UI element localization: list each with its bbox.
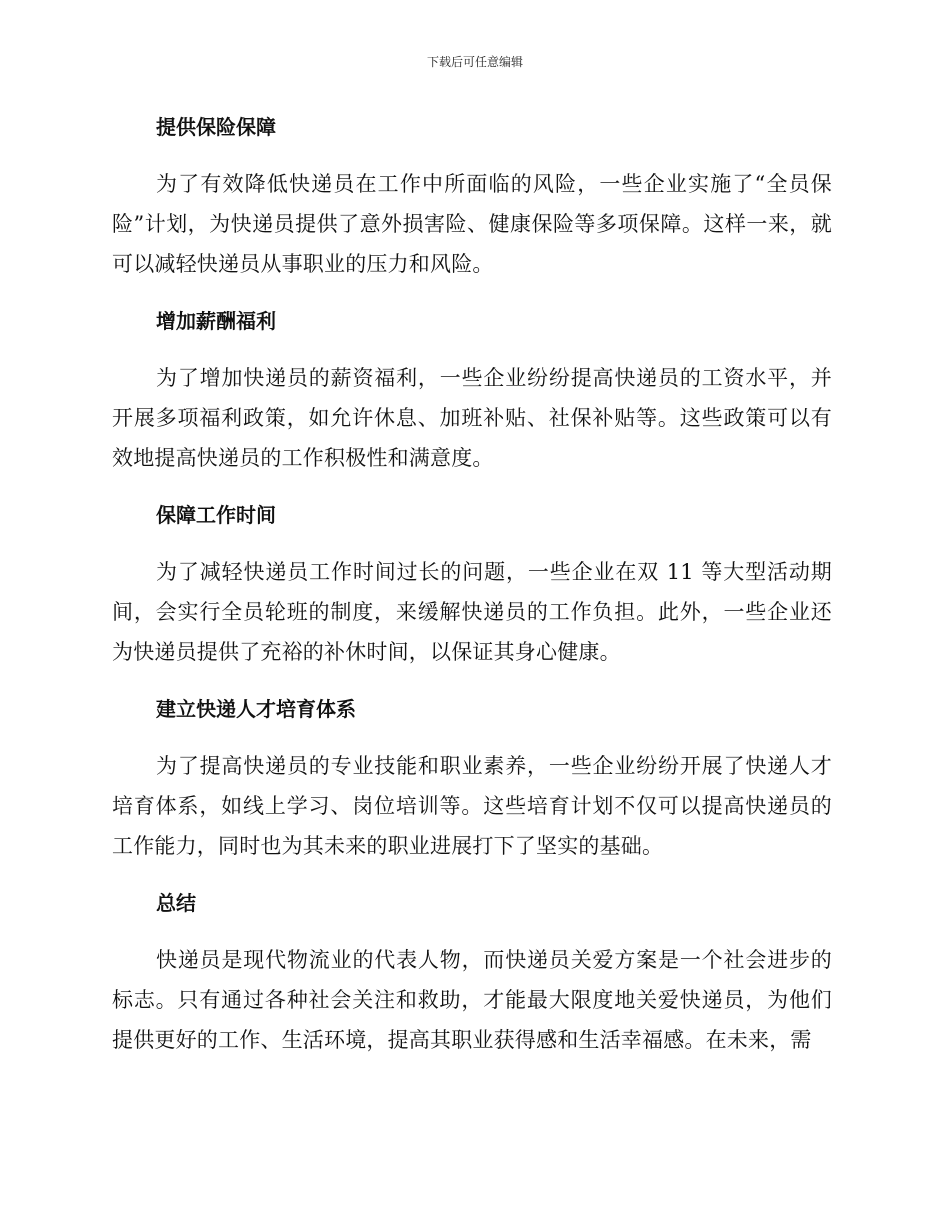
- section-heading: 提供保险保障: [156, 115, 276, 139]
- section-paragraph: 为了减轻快递员工作时间过长的问题，一些企业在双 11 等大型活动期间，会实行全员轮班的制度，来缓解快递员的工作负担。此外，一些企业还为快递员提供了充裕的补休时间，以保证其身心健康。: [112, 560, 832, 664]
- section-salary-benefits: [112, 304, 832, 478]
- section-paragraph: 为了有效降低快递员在工作中所面临的风险，一些企业实施了“全员保险”计划，为快递员提供了意外损害险、健康保险等多项保障。这样一来，就可以减轻快递员从事职业的压力和风险。: [112, 172, 832, 276]
- section-paragraph: 为了提高快递员的专业技能和职业素养，一些企业纷纷开展了快递人才培育体系，如线上学习、岗位培训等。这些培育计划不仅可以提高快递员的工作能力，同时也为其未来的职业进展打下了坚实的基础。: [112, 754, 832, 858]
- section-talent-training: [112, 692, 832, 866]
- section-summary: [112, 886, 832, 1060]
- section-paragraph: 为了增加快递员的薪资福利，一些企业纷纷提高快递员的工资水平，并开展多项福利政策，如允许休息、加班补贴、社保补贴等。这些政策可以有效地提高快递员的工作积极性和满意度。: [112, 366, 832, 470]
- section-insurance: [112, 110, 832, 284]
- section-heading: 保障工作时间: [156, 503, 276, 527]
- document-content: [112, 110, 832, 1080]
- section-heading: 总结: [156, 891, 196, 915]
- section-working-hours: [112, 498, 832, 672]
- section-paragraph: 快递员是现代物流业的代表人物，而快递员关爱方案是一个社会进步的标志。只有通过各种社会关注和救助，才能最大限度地关爱快递员，为他们提供更好的工作、生活环境，提高其职业获得感和生活幸福感。在未来，需: [112, 948, 832, 1052]
- section-heading: 增加薪酬福利: [156, 309, 276, 333]
- page-header: 下载后可任意编辑: [426, 55, 523, 69]
- section-heading: 建立快递人才培育体系: [156, 697, 356, 721]
